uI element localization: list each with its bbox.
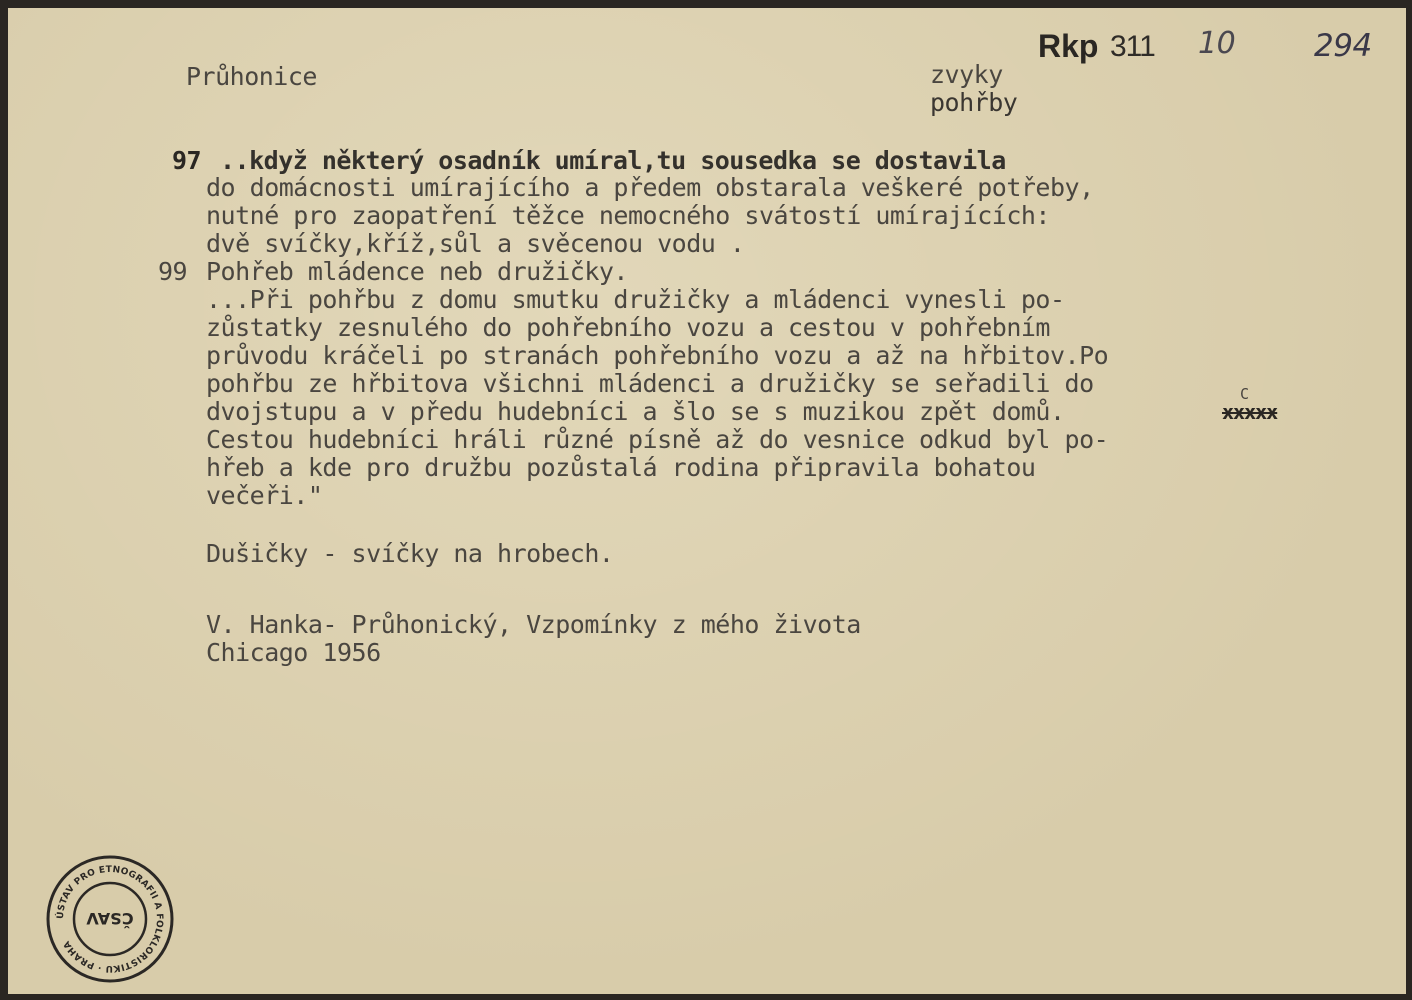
entry-99-line: ...Při pohřbu z domu smutku družičky a mládenci vynesli po- — [206, 285, 1065, 314]
struck-out-text: xxxxx — [1222, 400, 1278, 424]
topic-funerals: pohřby — [930, 88, 1018, 117]
stamp-center-text: ČSAV — [86, 909, 134, 928]
entry-99-line: zůstatky zesnulého do pohřebního vozu a cestou v pohřebním — [206, 313, 1050, 342]
topic-customs: zvyky — [930, 60, 1003, 89]
source-place-year: Chicago 1956 — [206, 638, 381, 667]
page-number: 294 — [1314, 28, 1372, 64]
entry-99-line: Cestou hudebníci hráli různé písně až do vesnice odkud byl po- — [206, 425, 1109, 454]
entry-97-line: nutné pro zaopatření těžce nemocného svátostí umírajících: — [206, 201, 1050, 230]
entry-97-line: do domácnosti umírajícího a předem obstarala veškeré potřeby, — [206, 173, 1094, 202]
shelfmark-number: 311 — [1110, 30, 1155, 63]
archive-card — [8, 8, 1406, 994]
source-citation: V. Hanka- Průhonický, Vzpomínky z mého života — [206, 610, 861, 639]
institute-stamp — [44, 853, 176, 985]
entry-99-line: hřeb a kde pro družbu pozůstalá rodina připravila bohatou — [206, 453, 1036, 482]
all-souls-note: Dušičky - svíčky na hrobech. — [206, 539, 614, 568]
shelfmark-label: Rkp — [1038, 28, 1099, 64]
entry-97-line: ..když některý osadník umíral,tu sousedka se dostavila — [220, 146, 1006, 175]
place-name: Průhonice — [186, 62, 317, 91]
entry-99-line: večeři." — [206, 481, 323, 510]
correction-mark: C — [1240, 385, 1249, 403]
entry-99-number: 99 — [158, 257, 188, 286]
entry-97-number: 97 — [172, 146, 202, 175]
entry-97-line: dvě svíčky,kříž,sůl a svěcenou vodu . — [206, 229, 745, 258]
entry-99-line: průvodu kráčeli po stranách pohřebního vozu a až na hřbitov.Po — [206, 341, 1109, 370]
stamp-ring-text: ÚSTAV PRO ETNOGRAFII A FOLKLORISTIKU · PRAHA — [55, 864, 165, 974]
entry-99-line: dvojstupu a v předu hudebníci a šlo se s muzikou zpět domů. — [206, 397, 1065, 426]
folder-number: 10 — [1198, 26, 1236, 61]
entry-99-line: pohřbu ze hřbitova všichni mládenci a družičky se seřadili do — [206, 369, 1094, 398]
entry-99-title: Pohřeb mládence neb družičky. — [206, 257, 628, 286]
